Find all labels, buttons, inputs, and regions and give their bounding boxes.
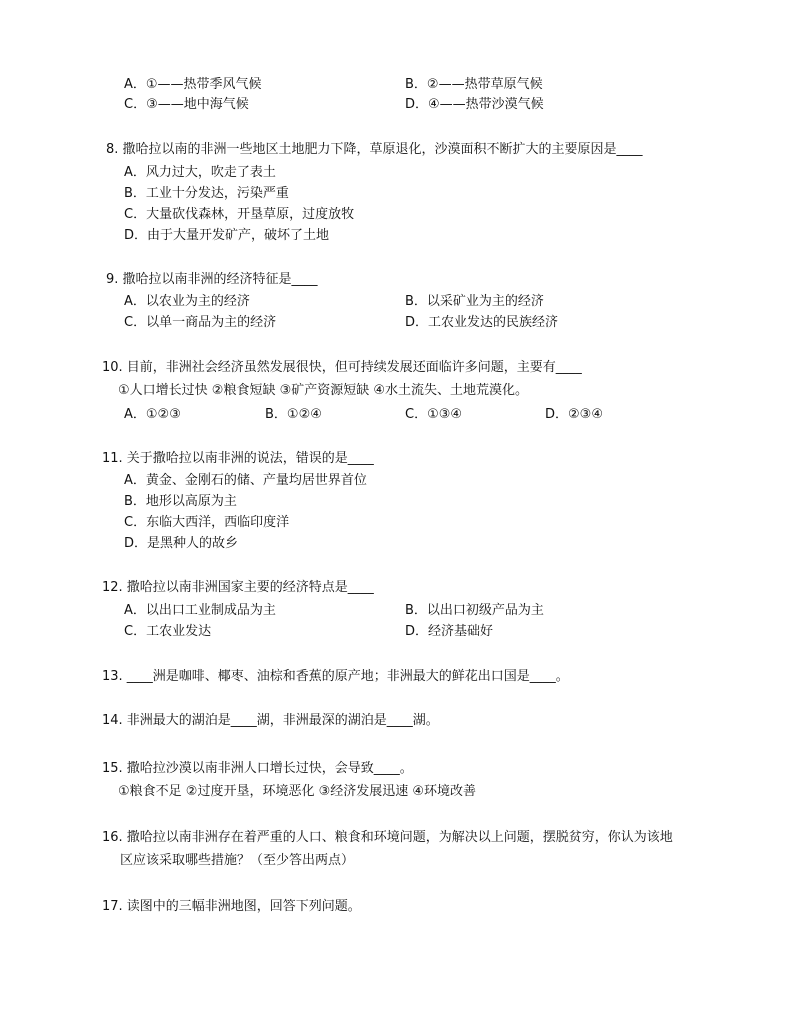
q12-option-a: A．以出口工业制成品为主 bbox=[124, 603, 276, 618]
q8-option-a: A．风力过大，吹走了表土 bbox=[124, 165, 276, 180]
q13-stem: 13. ____洲是咖啡、椰枣、油棕和香蕉的原产地；非洲最大的鲜花出口国是____。 bbox=[102, 669, 569, 684]
q14-stem: 14. 非洲最大的湖泊是____湖，非洲最深的湖泊是____湖。 bbox=[102, 713, 439, 728]
q9-option-b: B．以采矿业为主的经济 bbox=[405, 294, 544, 309]
q12-option-d: D．经济基础好 bbox=[405, 624, 494, 639]
q12-option-b: B．以出口初级产品为主 bbox=[405, 603, 544, 618]
q10-items: ①人口增长过快 ②粮食短缺 ③矿产资源短缺 ④水土流失、土地荒漠化。 bbox=[118, 383, 529, 398]
q11-option-b: B．地形以高原为主 bbox=[124, 494, 237, 509]
q10-option-a: A．①②③ bbox=[124, 407, 181, 422]
q8-option-b: B．工业十分发达，污染严重 bbox=[124, 186, 289, 201]
q8-option-c: C．大量砍伐森林，开垦草原，过度放牧 bbox=[124, 207, 355, 222]
q9-option-d: D．工农业发达的民族经济 bbox=[405, 315, 559, 330]
q9-stem: 9. 撒哈拉以南非洲的经济特征是____ bbox=[106, 272, 318, 287]
q10-option-c: C．①③④ bbox=[405, 407, 463, 422]
q7-option-b: B．②——热带草原气候 bbox=[405, 77, 543, 92]
q10-stem: 10. 目前，非洲社会经济虽然发展很快，但可持续发展还面临许多问题，主要有____ bbox=[102, 360, 582, 375]
q17-stem: 17. 读图中的三幅非洲地图，回答下列问题。 bbox=[102, 899, 361, 914]
q16-stem-line2: 区应该采取哪些措施？（至少答出两点） bbox=[120, 853, 355, 868]
q15-stem: 15. 撒哈拉沙漠以南非洲人口增长过快，会导致____。 bbox=[102, 761, 413, 776]
q8-option-d: D．由于大量开发矿产，破坏了土地 bbox=[124, 228, 330, 243]
q7-option-d: D．④——热带沙漠气候 bbox=[405, 97, 544, 112]
q9-option-a: A．以农业为主的经济 bbox=[124, 294, 250, 309]
q7-option-c: C．③——地中海气候 bbox=[124, 97, 249, 112]
q10-option-b: B．①②④ bbox=[265, 407, 322, 422]
q11-stem: 11. 关于撒哈拉以南非洲的说法，错误的是____ bbox=[102, 451, 374, 466]
q16-stem-line1: 16. 撒哈拉以南非洲存在着严重的人口、粮食和环境问题，为解决以上问题，摆脱贫穷，你认为该地 bbox=[102, 830, 673, 845]
q7-option-a: A．①——热带季风气候 bbox=[124, 77, 262, 92]
q10-option-d: D．②③④ bbox=[545, 407, 603, 422]
q8-stem: 8. 撒哈拉以南的非洲一些地区土地肥力下降，草原退化，沙漠面积不断扩大的主要原因是____ bbox=[106, 142, 643, 157]
q9-option-c: C．以单一商品为主的经济 bbox=[124, 315, 277, 330]
q11-option-d: D．是黑种人的故乡 bbox=[124, 536, 239, 551]
q11-option-c: C．东临大西洋，西临印度洋 bbox=[124, 515, 290, 530]
q11-option-a: A．黄金、金刚石的储、产量均居世界首位 bbox=[124, 473, 367, 488]
q15-items: ①粮食不足 ②过度开垦，环境恶化 ③经济发展迅速 ④环境改善 bbox=[118, 784, 477, 799]
q12-stem: 12. 撒哈拉以南非洲国家主要的经济特点是____ bbox=[102, 580, 374, 595]
q12-option-c: C．工农业发达 bbox=[124, 624, 212, 639]
